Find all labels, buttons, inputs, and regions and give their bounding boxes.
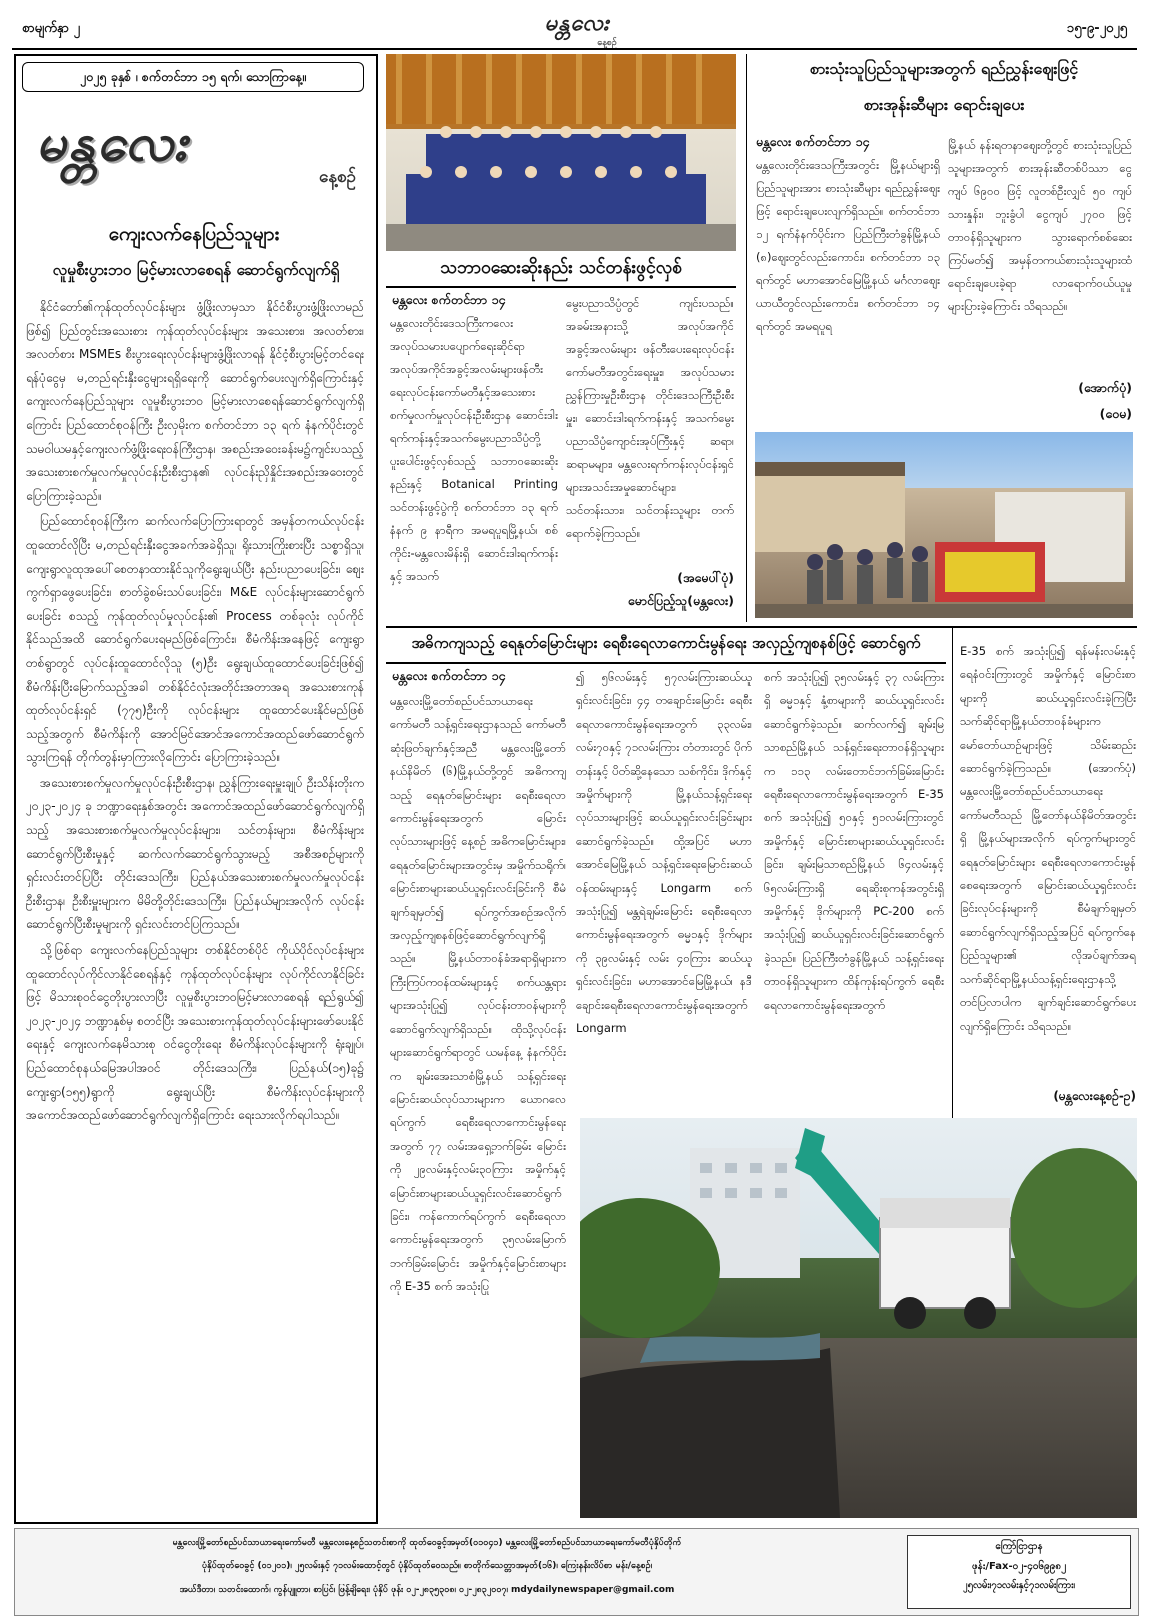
canal-col-1: မန္တလေးမြို့တော်စည်ပင်သာယာရေးကော်မတီ သန့်ရှင်းရေးဌာနသည် ကော်မတီဆုံးဖြတ်ချက်နှင့်အညီ မန္တလေးမြို့တော်နယ်နိမိတ် (၆)မြို့နယ်တို့တွင် အဓိကကျသည့် ရေနုတ်မြောင်းများ ရေစီးရေလာကောင်းမွန်ရေးအတွက် မြောင်းလုပ်သားများဖြင့် နေ့စဉ် အဓိကမြောင်းများ၊ ရေနုတ်မြောင်းများအတွင်းမှ အမှိုက်သရိုက်၊ မြောင်းစာများဆယ်ယူရှင်းလင်းခြင်းကို စီမံချက်ချမှတ်၍ ရပ်ကွက်အစဉ်အလိုက်အလှည့်ကျစနစ်ဖြင့်ဆောင်ရွက်လျက်ရှိသည်။ မြို့နယ်တာဝန်ခံအရာရှိများက ကြီးကြပ်ကဝန်ထမ်းများနှင့် စက်ယန္တရားများအသုံးပြု၍ လုပ်ငန်းတာဝန်များကို ဆောင်ရွက်လျက်ရှိသည်။ ထိုသို့လုပ်ငန်းများဆောင်ရွက်ရာတွင် ယမန်နေ့ နံနက်ပိုင်းက ချမ်းအေးသာစံမြို့နယ် သန့်ရှင်းရေးမြောင်းဆယ်လုပ်သားများက ယောဂလေရပ်ကွက် ရေစီးရေလာကောင်းမွန်ရေးအတွက် ၇၇ လမ်းအရှေ့ဘက်ခြမ်း မြောင်းကို ၂၉လမ်းနှင့်လမ်း၃၀ကြား အမှိုက်နှင့် မြောင်းစာများဆယ်ယူရှင်းလင်းဆောင်ရွက်ခြင်း၊ ကန်ကောက်ရပ်ကွက် ရေစီးရေလာကောင်းမွန်ရေးအတွက် ၃၅လမ်းမြောက်ဘက်ခြမ်းမြောင်း အမှိုက်နှင့်မြောင်းစာများကို E-35 စက် အသုံးပြု bbox=[390, 694, 566, 1294]
canal-headline-rule bbox=[386, 662, 946, 664]
left-column-box bbox=[14, 54, 378, 1524]
canal-byline: မန္တလေး စက်တင်ဘာ ၁၄ bbox=[392, 668, 506, 683]
oil-byline: မန္တလေး စက်တင်ဘာ ၁၄ bbox=[756, 134, 870, 149]
canal-right-divider bbox=[952, 628, 953, 1118]
training-byline: မန္တလေး စက်တင်ဘာ ၁၄ bbox=[392, 292, 506, 307]
article-paragraph: အသေးစားစက်မှုလက်မှုလုပ်ငန်းဦးစီးဌာန၊ ညွှန်ကြားရေးမှူးချုပ် ဦးသိန်းတိုးက ၂၀၂၃-၂၀၂၄ ခု ဘဏ္ဍာရေးနှစ်အတွင်း အကောင်အထည်ဖော်ဆောင်ရွက်လျက်ရှိသည့် အသေးစားစက်မှုလက်မှုလုပ်ငန်းများ၊ သင်တန်းများ၊ စီမံကိန်းများဆောင်ရွက်ပြီးစီးမှုနှင့် ဆက်လက်ဆောင်ရွက်သွားမည့် အစီအစဉ်များကို ရှင်းလင်းတင်ပြပြီး တိုင်းဒေသကြီး၊ ပြည်နယ်အသေးစားစက်မှုလက်မှုလုပ်ငန်းဦးစီးဌာန၊ ဦးစီးမှူးများက မိမိတို့တိုင်းဒေသကြီး၊ ပြည်နယ်များအလိုက် လုပ်ငန်းဆောင်ရွက်ပြီးစီးမှုများကို ရှင်းလင်းတင်ပြကြသည်။ bbox=[26, 775, 364, 932]
training-credit-1: (အမေပါ်ပုံ) bbox=[677, 570, 734, 585]
canal-top-rule bbox=[386, 626, 1137, 628]
oil-sale-photo bbox=[755, 432, 1133, 618]
article-paragraph: သို့ဖြစ်ရာ ကျေးလက်နေပြည်သူများ တစ်နိုင်တစ်ပိုင် ကိုယ်ပိုင်လုပ်ငန်းများ ထူထောင်လုပ်ကိုင်လာနိုင်စေရန်နှင့် ကုန်ထုတ်လုပ်ငန်းများ လုပ်ကိုင်လာနိုင်ခြင်းဖြင့် မိသားစုဝင်ငွေတိုးပွားလာပြီး လူမှုစီးပွားဘ၀မြင့်မားလာစေရန် ရည်ရွယ်၍ ၂၀၂၃-၂၀၂၄ ဘဏ္ဍာနှစ်မှ စတင်ပြီး အသေးစားကုန်ထုတ်လုပ်ငန်းများဖော်ပေးနိုင်ရေးနှင့် ကျေးလက်နေမိသားစု ဝင်ငွေတိုးရေး စီမံကိန်းလုပ်ငန်းများကို ရုံးချုပ်၊ ပြည်ထောင်စုနယ်မြေအပါအဝင် တိုင်းဒေသကြီး၊ ပြည်နယ်(၁၅)ခု၌ ကျေးရွာ(၁၅၅)ရွာကို ရွေးချယ်ပြီး စီမံကိန်းလုပ်ငန်းများကို အကောင်အထည်ဖော်ဆောင်ရွက်လျက်ရှိကြောင်း ရေးသားလိုက်ရပါသည်။ bbox=[26, 943, 364, 1123]
article-paragraph: နိုင်ငံတော်၏ကုန်ထုတ်လုပ်ငန်းများ ဖွံ့ဖြိုးလာမှသာ နိုင်ငံစီးပွားဖွံ့ဖြိုးလာမည်ဖြစ်၍ ပြည်တွင်းအသေးစား ကုန်ထုတ်လုပ်ငန်းများ အသေးစား၊ အလတ်စား၊ အလတ်စား MSMEs စီးပွားရေးလုပ်ငန်းများဖွံ့ဖြိုးလာရန် နိုင်ငံ့စီးပွားမြင့်တင်ရေးရန်ပုံငွေမှ မ,တည်ရင်းနှီးငွေများရရှိရေးကို ဆောင်ရွက်ပေးလျက်ရှိကြောင်းနှင့်ကျေးလက်နေပြည်သူများ လူမှုစီးပွားဘ၀ မြင့်မားလာစေရန်ဆောင်ရွက်လျက်ရှိကြောင်း ပြည်ထောင်စုဝန်ကြီး ဦးလှမိုးက စက်တင်ဘာ ၁၃ ရက် နံနက်ပိုင်းတွင် သမဝါယမနှင့်ကျေးလက်ဖွံ့ဖြိုးရေးဝန်ကြီးဌာန၊ အစည်းအဝေးခန်းမ၌ကျင်းပသည့် အသေးစားစက်မှုလက်မှုလုပ်ငန်းဦးစီးဌာန၏ လုပ်ငန်းညှိနှိုင်းအစည်းအဝေးတွင် ပြောကြားခဲ့သည်။ bbox=[26, 300, 364, 503]
newspaper-logo: မန္တလေး နေ့စဉ် bbox=[36, 113, 356, 187]
footer-line-1: မန္တလေးမြို့တော်စည်ပင်သာယာရေးကော်မတီ မန္တလေးနေ့စဉ်သတင်းစာကို ထုတ်ဝေခွင့်အမှတ်(၀၁၀၄၁) မန္တလေးမြို့တော်စည်ပင်သာယာရေးကော်မတီပုံနှိပ်တိုက် bbox=[172, 1538, 682, 1548]
canal-headline: အဓိကကျသည့် ရေနုတ်မြောင်းများ ရေစီးရေလာကောင်းမွန်ရေး အလှည့်ကျစနစ်ဖြင့် ဆောင်ရွက် bbox=[411, 634, 921, 652]
training-col-1: မန္တလေးတိုင်းဒေသကြီးကလေးအလုပ်သမားပပျောက်ရေးဆိုင်ရာ အလုပ်အကိုင်အခွင့်အလမ်းများဖန်တီးရေးလုပ်ငန်းကော်မတီနှင့်အသေးစားစက်မှုလက်မှုလုပ်ငန်းဦးစီးဌာန ဆောင်းဒါးရက်ကန်းနှင့်အသက်မွေးပညာသိပ္ပံတို့ပူးပေါင်းဖွင့်လှစ်သည့် သဘာ၀ဆေးဆိုးနည်းနှင့် Botanical Printing သင်တန်းဖွင့်ပွဲကို စက်တင်ဘာ ၁၃ ရက် နံနက် ၉ နာရီက အမရပူရမြို့နယ်၊ စစ်ကိုင်း-မန္တလေးမိန်းရှိ ဆောင်းဒါးရက်ကန်းနှင့် အသက် bbox=[390, 316, 558, 583]
issue-date-bar: ၂၀၂၅ ခုနှစ် ၊ စက်တင်ဘာ ၁၅ ရက်၊ သောကြာနေ့။ bbox=[22, 62, 364, 92]
article-paragraph: ပြည်ထောင်စုဝန်ကြီးက ဆက်လက်ပြောကြားရာတွင် အမှန်တကယ်လုပ်ငန်းထူထောင်လိုပြီး မ,တည်ရင်းနှီးငွေအခက်အခဲရှိသူ၊ ရိုးသားကြိုးစားပြီး သစ္စာရှိသူ၊ ကျေးရွာလူထုအပေါ်စေတနာထားနိုင်သူကိုရွေးချယ်ပြီး နည်းပညာပေးခြင်း၊ စျေးကွက်ရှာဖွေပေးခြင်း၊ စာတ်ခွဲစမ်းသပ်ပေးခြင်း၊ M&E လုပ်ငန်းများဆောင်ရွက်ပေးခြင်း စသည့် ကုန်ထုတ်လုပ်မှုလုပ်ငန်း၏ Process တစ်ခုလုံး လုပ်ကိုင်နိုင်သည်အထိ ဆောင်ရွက်ပေးရမည်ဖြစ်ကြောင်း၊ စီမံကိန်းအနေဖြင့် ကျေးရွာတစ်ရွာတွင် လုပ်ငန်းထူထောင်လိုသူ (၅)ဦး ရွေးချယ်ထူထောင်ပေးခြင်းဖြစ်၍ စီမံကိန်းပြီးမြောက်သည့်အခါ တစ်နိုင်ငံလုံးအတိုင်းအတာအရ အသေးစားကုန်ထုတ်လုပ်ငန်းရှင် (၇၇၅)ဦးကို လုပ်ငန်းများ ထူထောင်ပေးနိုင်မည်ဖြစ်သည့်အတွက် စီမံကိန်းကို အောင်မြင်အောင်အကောင်အထည်ဖော်ဆောင်ရွက်သွားကြရန် တိုက်တွန်းမှာကြားလိုကြောင်း ပြောကြားခဲ့သည်။ bbox=[26, 514, 364, 765]
headline-2: လူမှုစီးပွားဘ၀ မြင့်မားလာစေရန် ဆောင်ရွက်လျက်ရှိ bbox=[52, 261, 340, 279]
training-group-photo bbox=[386, 54, 736, 251]
oil-col-1: မန္တလေးတိုင်းဒေသကြီးအတွင်း မြို့နယ်များရှိ ပြည်သူများအား စားသုံးဆီများ ရည်ညွှန်းဈေးဖြင့် ရောင်းချပေးလျက်ရှိသည်။ စက်တင်ဘာ ၁၂ ရက်နံနက်ပိုင်းက ပြည်ကြီးတံခွန်မြို့နယ် (၈)ဈေးတွင်လည်းကောင်း၊ စက်တင်ဘာ ၁၃ ရက်တွင် မဟာအောင်မြေမြို့နယ် မင်္ဂလာဈေးယာယီတွင်လည်းကောင်း၊ စက်တင်ဘာ ၁၄ ရက်တွင် အမရပူရ bbox=[756, 158, 940, 333]
canal-col-4: E-35 စက် အသုံးပြု၍ ရန်မန်းလမ်းနှင့် ရေနံဝင်းကြားတွင် အမှိုက်နှင့် မြောင်းစာများကို ဆယ်ယူရှင်းလင်းခဲ့ကြပြီး သက်ဆိုင်ရာမြို့နယ်တာဝန်ခံများက မော်တော်ယာဉ်များဖြင့် သိမ်းဆည်းဆောင်ရွက်ခဲ့ကြသည်။ (အောက်ပုံ) မန္တလေးမြို့တော်စည်ပင်သာယာရေးကော်မတီသည် မြို့တော်နယ်နိမိတ်အတွင်းရှိ မြို့နယ်များအလိုက် ရပ်ကွက်များတွင် ရေနုတ်မြောင်းများ ရေစီးရေလာကောင်းမွန်စေရေးအတွက် မြောင်းဆယ်ယူရှင်းလင်းခြင်းလုပ်ငန်းများကို စီမံချက်ချမှတ်ဆောင်ရွက်လျက်ရှိသည့်အပြင် ရပ်ကွက်နေပြည်သူများ၏ လိုအပ်ချက်အရ သက်ဆိုင်ရာမြို့နယ်သန့်ရှင်းရေးဌာနသို့ တင်ပြလာပါက ချက်ချင်းဆောင်ရွက်ပေးလျက်ရှိကြောင်း သိရသည်။ bbox=[960, 644, 1136, 1033]
page-number: စာမျက်နှာ ၂ bbox=[22, 21, 80, 36]
headline-1: ကျေးလက်နေပြည်သူများ bbox=[108, 223, 280, 245]
oil-col-2: မြို့နယ် နန်းရတနာဈေးတို့တွင် စားသုံးသူပြည်သူများအတွက် စားအုန်းဆီတစ်ပိဿာ ငွေကျပ် ၆၉၀၀ ဖြင့် လူတစ်ဦးလျှင် ၅၀ ကျပ်သားနှုန်း၊ ဘူးခွံပါ ငွေကျပ် ၂၇၀၀ ဖြင့် တာဝန်ရှိသူများက သွားရောက်စစ်ဆေးကြပ်မတ်၍ အမှန်တကယ်စားသုံးသူများထံ ရောင်းချပေးခဲ့ရာ လာရောက်ဝယ်ယူမှုများပြားခဲ့ကြောင်း သိရသည်။ bbox=[948, 138, 1132, 313]
canal-col-3: စက် အသုံးပြု၍ ၃၅လမ်းနှင့် ၃၇ လမ်းကြားရှိ ဓမ္မ၁နှင့် နုံ့စာများကို ဆယ်ယူရှင်းလင်းဆောင်ရွက်ခဲ့သည်။ ဆက်လက်၍ ချမ်းမြသာစည်မြို့နယ် သန့်ရှင်းရေးတာဝန်ရှိသူများက ၁၁၃ လမ်းတောင်ဘက်ခြမ်းမြောင်း ရေစီးရေလာကောင်းမွန်ရေးအတွက် E-35 စက် အသုံးပြု၍ ၅၀နှင့် ၅၁လမ်းကြားတွင် အမှိုက်နှင့် မြောင်းစာများဆယ်ယူရှင်းလင်းခြင်း၊ ချမ်းမြသာစည်မြို့နယ် ၆၄လမ်းနှင့် ၆၅လမ်းကြားရှိ ရေဆိုးစုကန်အတွင်းရှိ အမှိုက်နှင့် ဒိုက်များကို PC-200 စက်အသုံးပြု၍ ဆယ်ယူရှင်းလင်းခြင်းဆောင်ရွက်ခဲ့သည်။ ပြည်ကြီးတံခွန်မြို့နယ် သန့်ရှင်းရေးတာဝန်ရှိသူများက ထိန်ကုန်းရပ်ကွက် ရေစီးရေလာကောင်းမွန်ရေးအတွက် bbox=[764, 670, 944, 1012]
market-scene bbox=[755, 432, 1133, 618]
training-headline: သဘာ၀ဆေးဆိုးနည်း သင်တန်းဖွင့်လှစ် bbox=[440, 258, 682, 278]
training-credit-2: မောင်ပြည့်သူ(မန္တလေး) bbox=[627, 593, 734, 608]
footer-line-3: အယ်ဒီတာ၊ သတင်းထောက်၊ ကွန်ပျူတာ၊ စာပြင်၊ ဖြန့်ချိရေး၊ ပုံနှိပ် ဖုန်း ၀၂-၂၈၃၅၃၀၈၊ ၀၂-၂၈၃၂၀၀၇၊ mdydailynewspaper@gmail.com bbox=[179, 1585, 675, 1595]
oil-credit-2: (ဝေမ) bbox=[1099, 406, 1132, 421]
excavator-scene bbox=[580, 1118, 1137, 1518]
footer-line-2: ပုံနှိပ်ထုတ်ဝေခွင့် (၀၁၂၀၁)၊ ၂၅လမ်းနှင့် ၇၁လမ်းထောင့်တွင် ပုံနှိပ်ထုတ်ဝေသည်။ စာတိုက်သေတ္တာအမှတ်(၁၆)၊ ကြေးနန်းလိပ်စာ မန်း/နေ့စဉ်၊ bbox=[201, 1561, 653, 1571]
canal-excavator-photo bbox=[580, 1118, 1137, 1518]
page-header bbox=[12, 8, 1137, 48]
footer-ad-box bbox=[907, 1535, 1131, 1609]
ad-phone: ဖုန်း/Fax-၀၂-၄၀၆၉၉၈၂ bbox=[971, 1561, 1067, 1572]
page-date: ၁၅-၉-၂၀၂၅ bbox=[1066, 21, 1127, 36]
masthead-small: မန္တလေး နေ့စဉ် bbox=[544, 11, 617, 48]
oil-credit: (အောက်ပုံ) bbox=[1078, 380, 1132, 395]
oil-story-border bbox=[746, 54, 747, 622]
training-divider bbox=[386, 286, 736, 288]
left-article-body bbox=[26, 296, 364, 1506]
ad-dept-label: ကြော်ငြာဌာန bbox=[995, 1541, 1043, 1552]
oil-headline-1: စားသုံးသူပြည်သူများအတွက် ရည်ညွှန်းဈေးဖြင့် bbox=[809, 59, 1079, 78]
canal-col-2: ၍ ၅၆လမ်းနှင့် ၅၇လမ်းကြားဆယ်ယူရှင်းလင်းခြင်း၊ ၄၄ တချောင်းမြောင်း ရေစီးရေလာကောင်းမွန်ရေးအတွက် ၃၃လမ်း၊ လမ်း၇၀နှင့် ၇၁လမ်းကြား တံတားတွင် ပိုက်တန်းနှင့် ပိတ်ဆို့နေသော သစ်ကိုင်း၊ ဒိုက်နှင့် အမှိုက်များကို မြို့နယ်သန့်ရှင်းရေးလုပ်သားများဖြင့် ဆယ်ယူရှင်းလင်းခြင်းများဆောင်ရွက်ခဲ့သည်။ ထို့အပြင် မဟာအောင်မြေမြို့နယ် သန့်ရှင်းရေးမြောင်းဆယ်ဝန်ထမ်းများနှင့် Longarm စက်အသုံးပြု၍ မန္တရဲချမ်းမြောင်း ရေစီးရေလာကောင်းမွန်ရေးအတွက် ဓမ္မ၁နှင့် ဒိုက်များကို ၃၉လမ်းနှင့် လမ်း ၄၀ကြား ဆယ်ယူရှင်းလင်းခြင်း၊ မဟာအောင်မြေမြို့နယ်၊ နဒီချောင်းရေစီးရေလာကောင်းမွန်ရေးအတွက် Longarm bbox=[576, 670, 752, 1036]
ad-address: ၂၅လမ်း၊၇၁လမ်းနှင့်၇၁လမ်းကြား၊ bbox=[962, 1580, 1075, 1591]
canal-credit: (မန္တလေးနေ့စဉ်-ဥ) bbox=[1053, 1089, 1136, 1103]
header-rule bbox=[12, 48, 1137, 50]
oil-headline-2: စားအုန်းဆီများ ရောင်းချပေး bbox=[863, 95, 1025, 114]
training-col-2: မွေးပညာသိပ္ပံတွင် ကျင်းပသည်။ အခမ်းအနားသို့ အလုပ်အကိုင်အခွင့်အလမ်းများ ဖန်တီးပေးရေးလုပ်ငန်းကော်မတီအတွင်းရေးမှူး၊ အလုပ်သမားညွှန်ကြားမှုဦးစီးဌာန တိုင်းဒေသကြီးဦးစီးမှူး၊ ဆောင်းဒါးရက်ကန်းနှင့် အသက်မွေးပညာသိပ္ပံကျောင်းအုပ်ကြီးနှင့် ဆရာ၊ ဆရာမများ၊ မန္တလေးရက်ကန်းလုပ်ငန်းရှင်များအသင်းအမှုဆောင်များ၊ သင်တန်းသား၊ သင်တန်းသူများ တက်ရောက်ခဲ့ကြသည်။ bbox=[566, 296, 734, 540]
group-people-figures bbox=[386, 54, 736, 251]
footer-box bbox=[14, 1528, 1139, 1616]
